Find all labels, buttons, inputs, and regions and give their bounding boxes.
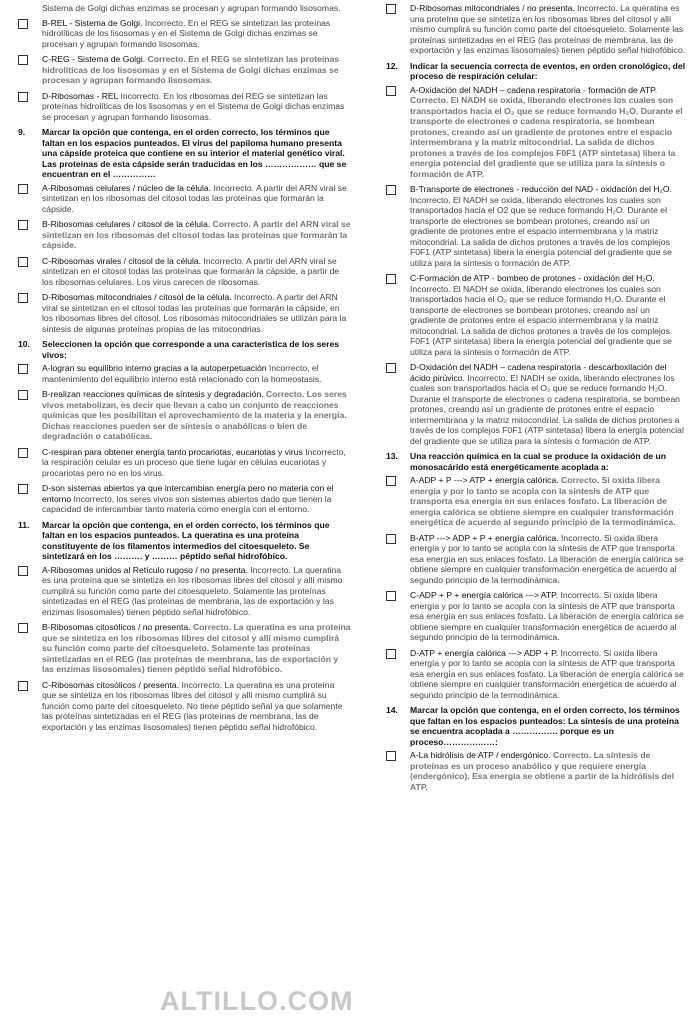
answer-option: [18, 389, 351, 442]
checkbox-cell: [386, 273, 410, 357]
answer-option: [18, 183, 351, 215]
checkbox-cell: [386, 750, 410, 792]
option-body: [42, 292, 351, 334]
answer-checkbox[interactable]: [386, 751, 396, 761]
answer-option: [18, 18, 351, 50]
option-explanation: Incorrecto. Si oxida libera energía y por lo tanto se acopla con la síntesis de ATP que transporta esa energía en sus enlaces fosfato. La liberación de energía calórica se obtiene siempre en cualquier transformación energética de acuerdo al segundo principio de la termodinámica.: [410, 532, 684, 585]
option-body: [42, 483, 351, 515]
checkbox-cell: [18, 54, 42, 86]
option-body: [42, 622, 351, 675]
answer-option: [18, 219, 351, 251]
question-block: [18, 18, 351, 123]
answer-option: [386, 184, 686, 268]
option-label: C-respiran para obtener energía tanto procariotas, eucariotas y virus: [42, 446, 303, 457]
answer-checkbox[interactable]: [386, 274, 396, 284]
question-number: 14.: [386, 705, 398, 715]
option-body: [410, 475, 686, 528]
answer-checkbox[interactable]: [18, 257, 28, 267]
option-body: [42, 18, 351, 50]
checkbox-cell: [386, 3, 410, 56]
answer-option: [18, 447, 351, 479]
checkbox-cell: [18, 363, 42, 384]
option-label: A-Ribosomas unidos al Retículo rugoso / no presenta.: [42, 564, 248, 575]
option-body: [42, 565, 351, 618]
checkbox-cell: [386, 85, 410, 180]
option-explanation: Incorrecto, los seres vivos son sistemas abiertos dado que tienen la capacidad de intercambiar tanto materia como energía con el entorno.: [42, 493, 332, 514]
option-body: [42, 256, 351, 288]
option-label: B-realizan reacciones químicas de síntesis y degradación.: [42, 389, 264, 399]
option-explanation: Correcto. Si oxida libera energía y por lo tanto se acopla con la síntesis de ATP que transporta esa energía en sus enlaces fosfato. La liberación de energía calórica se obtiene siempre en cualquier transformación energética de acuerdo al segundo principio de la termodinámica.: [410, 475, 676, 527]
answer-checkbox[interactable]: [386, 4, 396, 14]
option-body: [42, 54, 351, 86]
question-text: Marcar la opción que contenga, en el orden correcto, los términos que faltan en los espacios punteados. El virus del papiloma humano presenta una cápside proteica que contiene en su interior el material genético viral. Las proteínas de esta cápside serán traducidas en los ……………… que se encuentran en el ……………: [42, 127, 347, 179]
option-label: B-Transporte de electrones - reducción del NAD - oxidación del H₂O.: [410, 184, 672, 194]
option-explanation: Incorrecto. El NADH se oxida, liberando electrones los cuales son transportados hacia el O₂ que se reduce formando H₂O. Durante el transporte de electrones se bombean protones, creando así un gradiente de protones entre el espacio intermembrana y la matriz mitocondrial. La salida de dichos protones a través de los complejos F0F1 (ATP sintetasa) libera la energía potencial del gradiente que se utiliza para la síntesis o formación de ATP.: [410, 283, 672, 357]
option-label: D-Oxidación del NADH – cadena respiratoria - descarboxilación del ácido pirúvico.: [410, 362, 667, 383]
answer-checkbox[interactable]: [386, 649, 396, 659]
answer-option: [18, 483, 351, 515]
answer-checkbox[interactable]: [386, 534, 396, 544]
option-label: B-REL - Sistema de Golgi.: [42, 17, 143, 28]
option-explanation: Correcto. El NADH se oxida, liberando electrones los cuales son transportados hacia el O₂ que se reduce formando H₂O. Durante el transporte de electrones o cadena respiratoria, se bombean protones, creando así un gradiente de protones entre el espacio intermembrana y la matriz mitocondrial. La salida de dichos protones a través de los complejos F0F1 (ATP sintetasa) libera la energía potencial del gradiente que se utiliza para la síntesis o formación de ATP.: [410, 95, 683, 179]
answer-option: [386, 750, 686, 792]
site-watermark: ALTILLO.COM: [160, 986, 354, 1016]
answer-option: [18, 91, 351, 123]
option-label: B-ATP ---> ADP + P + energía calórica.: [410, 532, 559, 543]
option-explanation: Incorrecto. La queratina es una proteína que se sintetiza en los ribosomas libres del citosol y allí mismo cumplirá su función como parte del citoesqueleto. Solamente las proteínas sintetizadas en el REG (las proteínas de membrana, las de exportación y las enzimas lisosomales) tienen péptido señal hidrofóbico.: [42, 564, 343, 617]
option-body: [42, 219, 351, 251]
left-question-list: [18, 18, 351, 733]
answer-checkbox[interactable]: [18, 293, 28, 303]
answer-option: [386, 85, 686, 180]
answer-checkbox[interactable]: [18, 184, 28, 194]
option-explanation: Incorrecto. La queratina es una proteína que se sintetiza en los ribosomas libres del citosol y allí mismo cumplirá su función como parte del citoesqueleto. Solamente las proteínas sintetizadas en el REG (las proteínas de membrana, las de exportación y las enzimas lisosomales) tienen péptido señal hidrofóbico.: [410, 3, 686, 55]
checkbox-cell: [386, 184, 410, 268]
checkbox-cell: [18, 219, 42, 251]
answer-option: [18, 565, 351, 618]
answer-checkbox[interactable]: [386, 476, 396, 486]
answer-checkbox[interactable]: [18, 566, 28, 576]
option-explanation: Incorrecto. A partir del ARN viral se sintetizan en el citosol todas las proteínas que formarán la cápside, a partir de los ribosomas celulares. Los virus carecen de ribosomas.: [42, 255, 340, 287]
answer-option: [18, 54, 351, 86]
question-heading: [386, 61, 686, 82]
option-label: C-REG - Sistema de Golgi.: [42, 54, 146, 64]
option-explanation: Correcto. Los seres vivos metabolizan, es decir que llevan a cabo un conjunto de reacciones químicas que les posibilitan el aprovechamiento de la materia y la energía. Dichas reacciones pueden ser de síntesis o anabólicas o bien de degradación o catabólicas.: [42, 389, 347, 441]
option-explanation: Correcto. La síntesis de proteínas es un proceso anabólico y que requiere energía (endergónico). Esa energía se obtiene a partir de la hidrólisis del ATP.: [410, 750, 675, 792]
option-explanation: Correcto. La queratina es una proteína que se sintetiza en los ribosomas libres del citosol y allí mismo cumplirá su función como parte del citoesqueleto. Solamente las proteínas sintetizadas en el REG (las proteínas de membrana, las de exportación y las enzimas lisosomales) tienen péptido señal hidrofóbico.: [42, 622, 351, 674]
option-body: [410, 648, 686, 701]
answer-checkbox[interactable]: [18, 484, 28, 494]
option-explanation: Incorrecto. La queratina es una proteína que se sintetiza en los ribosomas libres del citosol y allí mismo cumplirá su función como parte del citoesqueleto. No tiene péptido señal ya que solamente las proteínas sintetizadas en el REG (las proteínas de membrana, las de exportación y las enzimas lisosomales) tienen péptido señal hidrofóbico.: [42, 679, 343, 732]
question-number: 11.: [18, 519, 30, 530]
answer-checkbox[interactable]: [18, 623, 28, 633]
answer-option: [386, 475, 686, 528]
answer-checkbox[interactable]: [18, 55, 28, 65]
question-number: 10.: [18, 339, 30, 349]
question-text: Una reacción química en la cual se produce la oxidación de un monosacárido está energéticamente acoplada a:: [410, 451, 666, 472]
option-label: D-Ribosomas - REL: [42, 90, 119, 101]
option-label: B-Ribosomas celulares / citosol de la célula.: [42, 219, 211, 229]
option-body: [42, 680, 351, 733]
option-explanation: Correcto. A partir del ARN viral se sintetizan en los ribosomas del citosol todas las proteínas que formarán la cápside.: [42, 219, 351, 250]
answer-option: [18, 622, 351, 675]
option-body: [410, 85, 686, 180]
option-explanation: Incorrecto. Si oxida libera energía y por lo tanto se acopla con la síntesis de ATP que transporta esa energía en sus enlaces fosfato. La liberación de energía calórica se obtiene siempre en cualquier transformación energética de acuerdo al segundo principio de la termodinámica.: [410, 647, 684, 700]
option-body: [42, 183, 351, 215]
question-number: 9.: [18, 127, 26, 137]
option-explanation: Incorrecto. En los ribosomas del REG se sintetizan las proteínas hidrolíticas de los lisosomas y en el Sistema de Golgi dichas enzimas se procesan y agrupan formando lisosomas.: [42, 90, 345, 122]
option-explanation: Incorrecto. En el REG se sintetizan las proteínas hidrolíticas de los lisosomas y en el Sistema de Golgi dichas enzimas se procesan y agrupan formando lisosomas.: [42, 17, 331, 49]
option-explanation: Incorrecto. El NADH se oxida, liberando electrones los cuales son transportados hacia el O₂ que se reduce formando H₂O. Durante el transporte de electrones o cadena respiratoria, se bombean protones, creando así un gradiente de protones entre el espacio intermembrana y la matriz mitocondrial. La salida de dichos protones a través de los complejos F0F1 (ATP sintetasa) libera la energía potencial del gradiente que se utiliza para la síntesis o formación de ATP.: [410, 372, 684, 446]
right-question-list: [386, 3, 686, 792]
checkbox-cell: [386, 475, 410, 528]
option-body: [42, 363, 351, 384]
checkbox-cell: [18, 622, 42, 675]
answer-option: [18, 292, 351, 334]
answer-option: [18, 680, 351, 733]
option-body: [410, 3, 686, 56]
option-explanation: Incorrecto. El NADH se oxida, liberando electrones los cuales son transportados hacia el O2 que se reduce formando H₂O. Durante el transporte de electrones se bombean protones, creando así un gradiente de protones entre el espacio intermembrana y la matriz mitocondrial. La salida de dichos protones a través de los complejos F0F1 (ATP sintetasa) libera la energía potencial del gradiente que se utiliza para la síntesis o formación de ATP.: [410, 194, 672, 268]
question-block: [386, 451, 686, 700]
option-body: [42, 389, 351, 442]
option-label: A-ADP + P ---> ATP + energía calórica.: [410, 475, 559, 485]
checkbox-cell: [18, 256, 42, 288]
answer-checkbox[interactable]: [18, 364, 28, 374]
option-body: [410, 750, 686, 792]
answer-checkbox[interactable]: [386, 86, 396, 96]
left-column: [18, 3, 351, 737]
answer-checkbox[interactable]: [18, 448, 28, 458]
question-text: Seleccionen la opción que corresponde a una característica de los seres vivos:: [42, 339, 340, 360]
question-number: 12.: [386, 60, 398, 71]
answer-checkbox[interactable]: [18, 19, 28, 29]
option-label: D-Ribosomas mitocondriales / citosol de la célula.: [42, 292, 232, 302]
answer-checkbox[interactable]: [386, 591, 396, 601]
option-body: [410, 184, 686, 268]
option-label: A-logran su equilibrio interno gracias a la autoperpetuación: [42, 363, 267, 373]
option-label: A-Ribosomas celulares / núcleo de la célula.: [42, 182, 212, 193]
question-heading: [386, 705, 686, 747]
question-block: [386, 705, 686, 792]
option-explanation: Incorrecto. A partir del ARN viral se sintetizan en el citosol todas las proteínas que formarán la cápside, en los ribosomas libres del citosol. Los ribosomas mitocondriales se utilizan para la síntesis de algunas proteínas propias de las mitocondrias.: [42, 292, 347, 334]
question-block: [18, 520, 351, 733]
answer-checkbox[interactable]: [18, 220, 28, 230]
checkbox-cell: [18, 389, 42, 442]
option-explanation: Incorrecto. A partir del ARN viral se sintetizan en los ribosomas del citosol todas las proteínas que formarán la cápside.: [42, 182, 347, 214]
question-block: [18, 339, 351, 515]
question-text: Indicar la secuencia correcta de eventos, en orden cronológico, del proceso de respiración celular:: [410, 60, 686, 81]
option-label: B-Ribosomas citosólicos / no presenta.: [42, 622, 191, 632]
question-heading: [18, 339, 351, 360]
question-block: [386, 61, 686, 447]
checkbox-cell: [18, 483, 42, 515]
checkbox-cell: [386, 533, 410, 586]
option-body: [42, 91, 351, 123]
answer-option: [18, 256, 351, 288]
checkbox-cell: [18, 91, 42, 123]
option-label: C-Formación de ATP - bombeo de protones - oxidación del H₂O.: [410, 273, 655, 283]
answer-option: [386, 3, 686, 56]
option-label: D-son sistemas abiertos ya que intercambian energía pero no materia con el entorno: [42, 483, 334, 504]
checkbox-cell: [18, 292, 42, 334]
option-label: C-Ribosomas citosólicos / presenta.: [42, 679, 180, 690]
question-block: [18, 127, 351, 334]
answer-checkbox[interactable]: [386, 185, 396, 195]
continued-explanation: Sistema de Golgi dichas enzimas se procesan y agrupan formando lisosomas.: [42, 3, 341, 13]
checkbox-cell: [18, 680, 42, 733]
answer-option: [386, 362, 686, 446]
question-number: 13.: [386, 451, 398, 461]
question-heading: [386, 451, 686, 472]
option-body: [410, 533, 686, 586]
checkbox-cell: [386, 648, 410, 701]
question-heading: [18, 127, 351, 180]
option-explanation: Incorrecto, la respiración celular es un proceso que tiene lugar en células eucariotas y procariotas pero no en los virus.: [42, 446, 346, 478]
checkbox-cell: [18, 447, 42, 479]
answer-checkbox[interactable]: [386, 363, 396, 373]
option-label: C-ADP + P + energía calórica ---> ATP.: [410, 590, 559, 600]
option-label: D-ATP + energía calórica ---> ADP + P.: [410, 647, 559, 658]
option-explanation: Correcto. En el REG se sintetizan las proteínas hidrolíticas de los lisosomas y en el Sistema de Golgi dichas enzimas se procesan y agrupan formando lisosomas.: [42, 54, 340, 85]
checkbox-cell: [18, 18, 42, 50]
question-block: [386, 3, 686, 56]
option-body: [410, 590, 686, 643]
right-column: [386, 3, 686, 797]
checkbox-cell: [18, 183, 42, 215]
answer-option: [386, 590, 686, 643]
checkbox-cell: [18, 565, 42, 618]
question-text: Marcar la opción que contenga, en el orden correcto, los términos que faltan en los espacios punteados: La síntesis de una proteína se encuentra acoplada a ……………. porque es un proceso………………:: [410, 705, 680, 747]
option-label: D-Ribosomas mitocondriales / no presenta.: [410, 3, 575, 13]
answer-option: [386, 648, 686, 701]
option-body: [410, 362, 686, 446]
answer-checkbox[interactable]: [18, 390, 28, 400]
question-text: Marcar la opción que contenga, en el orden correcto, los términos que faltan en los espacios punteados. La queratina es una proteína constituyente de los filamentos intermedios del citoesqueleto. Se sintetizará en los ………. y ……… péptido señal hidrofóbico.: [42, 519, 330, 561]
question-heading: [18, 520, 351, 562]
checkbox-cell: [386, 590, 410, 643]
option-body: [410, 273, 686, 357]
option-body: [42, 447, 351, 479]
option-label: A-La hidrólisis de ATP / endergónico.: [410, 750, 551, 760]
option-label: C-Ribosomas virales / citosol de la célula.: [42, 255, 202, 266]
answer-checkbox[interactable]: [18, 681, 28, 691]
answer-option: [386, 533, 686, 586]
answer-checkbox[interactable]: [18, 92, 28, 102]
option-label: A-Oxidación del NADH – cadena respiratoria - formación de ATP.: [410, 84, 658, 95]
checkbox-cell: [386, 362, 410, 446]
answer-option: [18, 363, 351, 384]
option-explanation: Incorrecto, el mantenimiento del equilibrio interno está relacionado con la homeostasis.: [42, 363, 322, 384]
option-explanation: Incorrecto. Si oxida libera energía y por lo tanto se acopla con la síntesis de ATP que transporta esa energía en sus enlaces fosfato. La liberación de energía calórica se obtiene siempre en cualquier transformación energética de acuerdo al segundo principio de la termodinámica.: [410, 590, 684, 642]
answer-option: [386, 273, 686, 357]
